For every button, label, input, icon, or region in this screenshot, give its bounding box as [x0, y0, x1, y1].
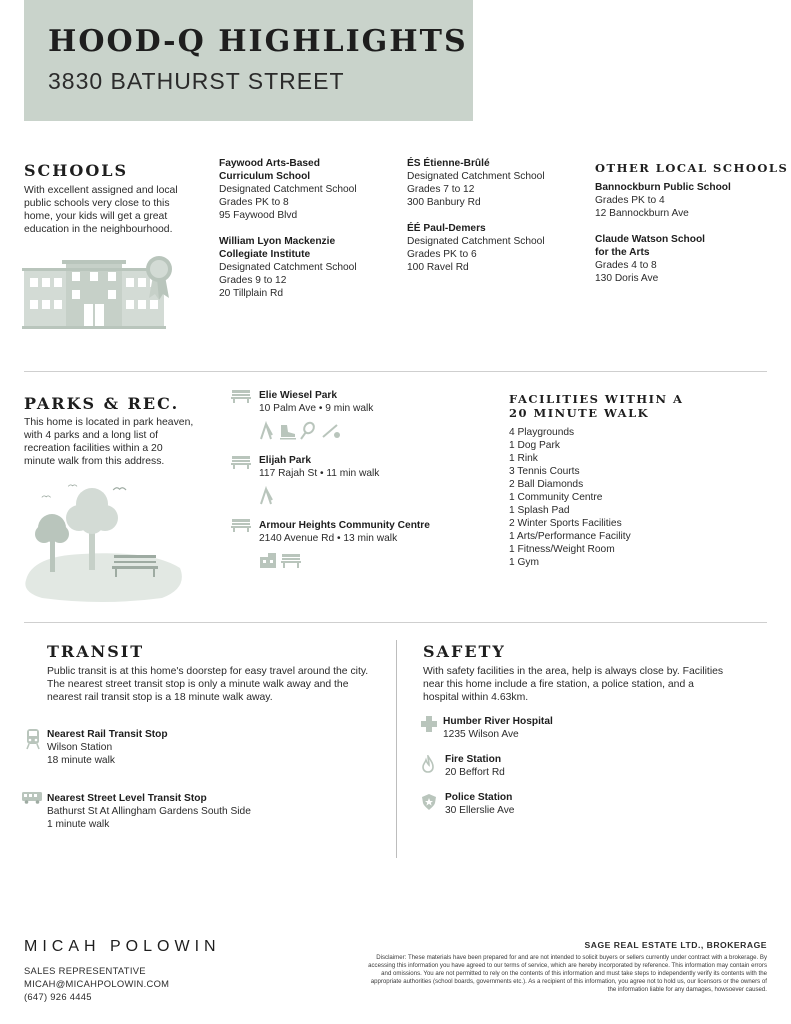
- divider-parks-transit: [24, 622, 767, 623]
- tennis-icon: [301, 421, 316, 439]
- school-name: William Lyon Mackenzie: [219, 236, 336, 247]
- schools-title: SCHOOLS: [24, 161, 129, 180]
- page-address: 3830 BATHURST STREET: [48, 68, 345, 94]
- schools-description: With excellent assigned and local public schools very close to this home, your kids will get a great education in the neighbourhood.: [24, 185, 178, 235]
- safety-label: Fire Station: [445, 754, 502, 765]
- community-centre-icon: [259, 551, 303, 569]
- facilities-title-line1: FACILITIES WITHIN A: [509, 392, 684, 406]
- facility-item: 2 Winter Sports Facilities: [509, 518, 622, 529]
- safety-address: 20 Beffort Rd: [445, 767, 505, 778]
- safety-address: 30 Ellerslie Ave: [445, 805, 515, 816]
- other-schools-title: OTHER LOCAL SCHOOLS: [595, 161, 789, 175]
- safety-title: SAFETY: [423, 642, 506, 661]
- school-name: ÉS Étienne-Brûlé: [407, 158, 490, 169]
- bench-icon: [231, 518, 251, 532]
- transit-label: Nearest Street Level Transit Stop: [47, 793, 207, 804]
- school-grades: Grades PK to 6: [407, 249, 477, 260]
- park-entry-elijah: [259, 454, 499, 480]
- facility-item: 3 Tennis Courts: [509, 466, 580, 477]
- transit-description: Public transit is at this home's doorstep for easy travel around the city. The nearest street transit stop is only a minute walk away and the nearest rail transit stop is a 18 minute walk away.: [47, 666, 369, 703]
- school-grades: Grades PK to 8: [219, 197, 289, 208]
- school-address: 100 Ravel Rd: [407, 262, 469, 273]
- school-address: 130 Doris Ave: [595, 273, 659, 284]
- transit-entry-street: [47, 792, 377, 831]
- school-address: 95 Faywood Blvd: [219, 210, 298, 221]
- facility-item: 1 Rink: [509, 453, 538, 464]
- school-name: ÉÉ Paul-Demers: [407, 223, 486, 234]
- transit-title: TRANSIT: [47, 642, 145, 661]
- police-shield-icon: [422, 794, 436, 810]
- transit-label: Nearest Rail Transit Stop: [47, 729, 168, 740]
- parks-description: This home is located in park heaven, with 4 parks and a long list of recreation facilities within a 20 minute walk from this address.: [24, 417, 194, 467]
- disclaimer-text: Disclaimer: These materials have been prepared for and are not intended to solicit buyers or sellers currently under contract with a brokerage. By accessing this information you have agreed to our terms of service, which are hereby incorporated by reference. This information may contain errors and omissions. You are not permitted to rely on the contents of this information and must take steps to independently verify its contents with the appropriate authorities (school boards, governments etc.). As a recipient of this information, you agree not to hold us, our licensors or the owners of the information liable for any damages, howsoever caused.: [368, 954, 767, 994]
- school-grades: Grades 7 to 12: [407, 184, 475, 195]
- skate-icon: [280, 425, 296, 440]
- park-name: Elie Wiesel Park: [259, 390, 338, 401]
- facilities-title: [509, 392, 683, 420]
- bus-icon: [22, 792, 42, 804]
- park-illustration: [22, 482, 184, 604]
- agent-contact: [24, 964, 169, 1003]
- facility-item: 1 Gym: [509, 557, 540, 568]
- brokerage-name: SAGE REAL ESTATE LTD., BROKERAGE: [584, 940, 767, 950]
- school-address: 20 Tillplain Rd: [219, 288, 283, 299]
- school-grades: Grades 9 to 12: [219, 275, 287, 286]
- school-address: 12 Bannockburn Ave: [595, 208, 689, 219]
- school-entry-etienne-brule: [407, 157, 577, 209]
- park-detail: 2140 Avenue Rd • 13 min walk: [259, 533, 398, 544]
- school-entry-bannockburn: [595, 181, 775, 220]
- page-title: HOOD-Q HIGHLIGHTS: [48, 24, 468, 59]
- school-name-cont: Collegiate Institute: [219, 249, 311, 260]
- school-entry-faywood: [219, 157, 389, 222]
- agent-role: SALES REPRESENTATIVE: [24, 965, 146, 976]
- park-entry-elie-wiesel: [259, 389, 499, 415]
- facility-item: 2 Ball Diamonds: [509, 479, 584, 490]
- park-name: Elijah Park: [259, 455, 312, 466]
- facility-item: 1 Arts/Performance Facility: [509, 531, 631, 542]
- school-name: Claude Watson School: [595, 234, 705, 245]
- school-type: Designated Catchment School: [219, 184, 357, 195]
- bench-icon: [231, 455, 251, 469]
- playground-icon: [261, 424, 272, 439]
- transit-stop: Bathurst St At Allingham Gardens South Side: [47, 806, 251, 817]
- school-name: Faywood Arts-Based: [219, 158, 320, 169]
- school-entry-claude-watson: [595, 233, 775, 285]
- school-grades: Grades 4 to 8: [595, 260, 657, 271]
- fire-icon: [422, 755, 434, 773]
- safety-address: 1235 Wilson Ave: [443, 729, 519, 740]
- facility-item: 1 Community Centre: [509, 492, 603, 503]
- facility-item: 1 Fitness/Weight Room: [509, 544, 615, 555]
- park-entry-armour-heights: [259, 519, 499, 545]
- safety-label: Police Station: [445, 792, 513, 803]
- school-grades: Grades PK to 4: [595, 195, 665, 206]
- safety-entry-police: [445, 791, 745, 817]
- school-entry-paul-demers: [407, 222, 577, 274]
- award-ribbon-icon: [143, 254, 177, 300]
- agent-phone[interactable]: (647) 926 4445: [24, 991, 92, 1002]
- hospital-cross-icon: [421, 716, 437, 732]
- park-facility-icons: [257, 421, 357, 441]
- park-detail: 117 Rajah St • 11 min walk: [259, 468, 380, 479]
- transit-walk: 18 minute walk: [47, 755, 115, 766]
- school-type: Designated Catchment School: [219, 262, 357, 273]
- safety-entry-hospital: [443, 715, 743, 741]
- school-entry-william-lyon: [219, 235, 389, 300]
- school-type: Designated Catchment School: [407, 236, 545, 247]
- safety-description: With safety facilities in the area, help is always close by. Facilities near this home include a fire station, a police station, and a hospital within 4.63km.: [423, 666, 724, 703]
- divider-schools-parks: [24, 371, 767, 372]
- park-name: Armour Heights Community Centre: [259, 520, 430, 531]
- facility-item: 1 Dog Park: [509, 440, 560, 451]
- safety-entry-fire: [445, 753, 745, 779]
- school-name-cont: Curriculum School: [219, 171, 311, 182]
- school-name: Bannockburn Public School: [595, 182, 731, 193]
- school-type: Designated Catchment School: [407, 171, 545, 182]
- agent-email[interactable]: MICAH@MICAHPOLOWIN.COM: [24, 978, 170, 989]
- school-address: 300 Banbury Rd: [407, 197, 481, 208]
- baseball-icon: [323, 425, 340, 438]
- facility-item: 1 Splash Pad: [509, 505, 570, 516]
- bench-icon: [231, 389, 251, 403]
- safety-label: Humber River Hospital: [443, 716, 553, 727]
- parks-title: PARKS & REC.: [24, 394, 180, 413]
- transit-stop: Wilson Station: [47, 742, 113, 753]
- facility-item: 4 Playgrounds: [509, 427, 575, 438]
- park-detail: 10 Palm Ave • 9 min walk: [259, 403, 374, 414]
- header-banner: [24, 0, 473, 121]
- train-icon: [26, 728, 40, 750]
- facilities-title-line2: 20 MINUTE WALK: [509, 406, 650, 420]
- school-name-cont: for the Arts: [595, 247, 650, 258]
- agent-name: MICAH POLOWIN: [24, 938, 221, 955]
- playground-icon: [257, 486, 277, 506]
- divider-transit-safety: [396, 640, 397, 858]
- transit-entry-rail: [47, 728, 367, 767]
- facilities-list: [509, 426, 709, 569]
- transit-walk: 1 minute walk: [47, 819, 110, 830]
